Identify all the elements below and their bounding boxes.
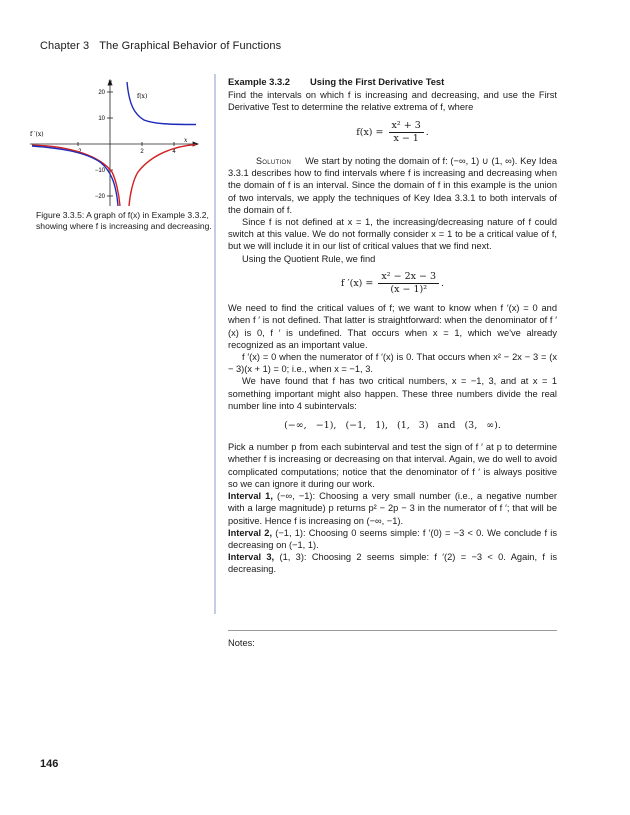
fprime-curve-right [129,145,196,206]
fraction [389,120,424,145]
interval-text: (−∞, −1): Choosing a very small number (i.e., a negative number with a large magnitude) p returns p² − 2p − 3 in the numerator of f ′; that will be positive. Hence f is increasing on (−∞, −1). [228,491,557,526]
paragraph: Since f is not defined at x = 1, the increasing/decreasing nature of f could switch at this value. We do not formally consider x = 1 to be a critical value of f, but we will include it in our list of critical values that we find next. [228,217,557,252]
equation-end: . [441,278,445,290]
y-tick-label: 10 [98,116,105,122]
solution-text: We start by noting the domain of f: (−∞, 1) ∪ (1, ∞). Key Idea 3.3.1 describes how to find intervals where f is increasing and decreasing when the domain of f is an interval. Since the domain of f in this example is the union of two intervals, we apply the techniques of Key Idea 3.3.1 to both intervals of the domain of f. [228,156,557,215]
example-number: Example 3.3.2 [228,76,291,87]
fraction-numerator: x² + 3 [389,120,424,133]
x-tick-label: 2 [140,149,144,155]
fraction-denominator: x − 1 [393,132,419,144]
equation-f [228,120,557,145]
equation-end: . [425,126,429,138]
interval-label: Interval 1, [228,491,273,502]
figure-caption: Figure 3.3.5: A graph of f(x) in Example 3.3.2, showing where f is increasing and decreasing. [36,210,212,232]
paragraph: Using the Quotient Rule, we find [242,253,376,264]
y-tick-label: −10 [94,168,105,174]
x-axis-label: x [184,137,188,144]
notes-divider [228,630,557,631]
notes-label: Notes: [228,638,255,648]
solution-paragraph [228,155,557,216]
interval-label: Interval 3, [228,552,275,563]
x-tick-label: −2 [74,149,82,155]
interval-text: (−1, 1): Choosing 0 seems simple: f ′(0) = −3 < 0. We conclude f is decreasing on (−1, 1). [228,527,557,550]
y-tick-label: 20 [98,90,105,96]
y-axis-label: y [108,79,112,86]
f-curve-right [127,82,196,125]
interval-1 [228,490,557,527]
equation-lhs: f ′(x) = [340,278,374,290]
equation-fprime [228,271,557,296]
fraction-denominator: (x − 1)² [390,284,428,296]
page-number: 146 [40,758,59,770]
fprime-label: f ′(x) [30,131,44,138]
paragraph: Pick a number p from each subinterval and test the sign of f ′ at p to determine whether f is increasing or decreasing on that interval. Again, we do well to avoid complicated computations; notice that the denominator of f ′ is always positive so we can ignore it during our work. [228,442,557,489]
x-tick-label: 4 [172,149,176,155]
paragraph: We have found that f has two critical numbers, x = −1, 3, and at x = 1 something important might also happen. These three numbers divide the real number line into 4 subintervals: [228,376,557,411]
f-label: f(x) [137,93,148,100]
running-header [40,40,281,52]
example-title: Using the First Derivative Test [310,76,445,87]
chapter-title: The Graphical Behavior of Functions [99,40,282,52]
fraction-numerator: x² − 2x − 3 [378,271,439,284]
intervals-list: (−∞, −1), (−1, 1), (1, 3) and (3, ∞). [284,420,501,432]
paragraph: f ′(x) = 0 when the numerator of f ′(x) is 0. That occurs when x² − 2x − 3 = (x − 3)(x + 1) = 0; i.e., when x = −1, 3. [228,352,557,375]
margin-rule [214,74,216,614]
equation-lhs: f(x) = [356,126,384,138]
paragraph: We need to find the critical values of f; we want to know when f ′(x) = 0 and when f ′ is not defined. That latter is straightforward: when the denominator of f ′(x) is 0, f ′ is undefined. That occurs when x = 1, which we've already recognized as an important value. [228,303,557,350]
interval-2 [228,527,557,551]
fraction [378,271,439,296]
interval-text: (1, 3): Choosing 2 seems simple: f ′(2) = −3 < 0. Again, f is decreasing. [228,552,557,575]
f-curve-left [32,146,118,206]
interval-3 [228,551,557,575]
main-column [228,76,557,576]
solution-label: Solution [256,156,292,167]
interval-label: Interval 2, [228,527,273,538]
function-graph [30,76,200,206]
axes [30,80,198,206]
chapter-label: Chapter 3 [40,40,90,52]
example-heading [228,76,557,88]
y-tick-label: −20 [94,194,105,200]
example-intro: Find the intervals on which f is increasing and decreasing, and use the First Derivative Test to determine the relative extrema of f, where [228,90,557,113]
